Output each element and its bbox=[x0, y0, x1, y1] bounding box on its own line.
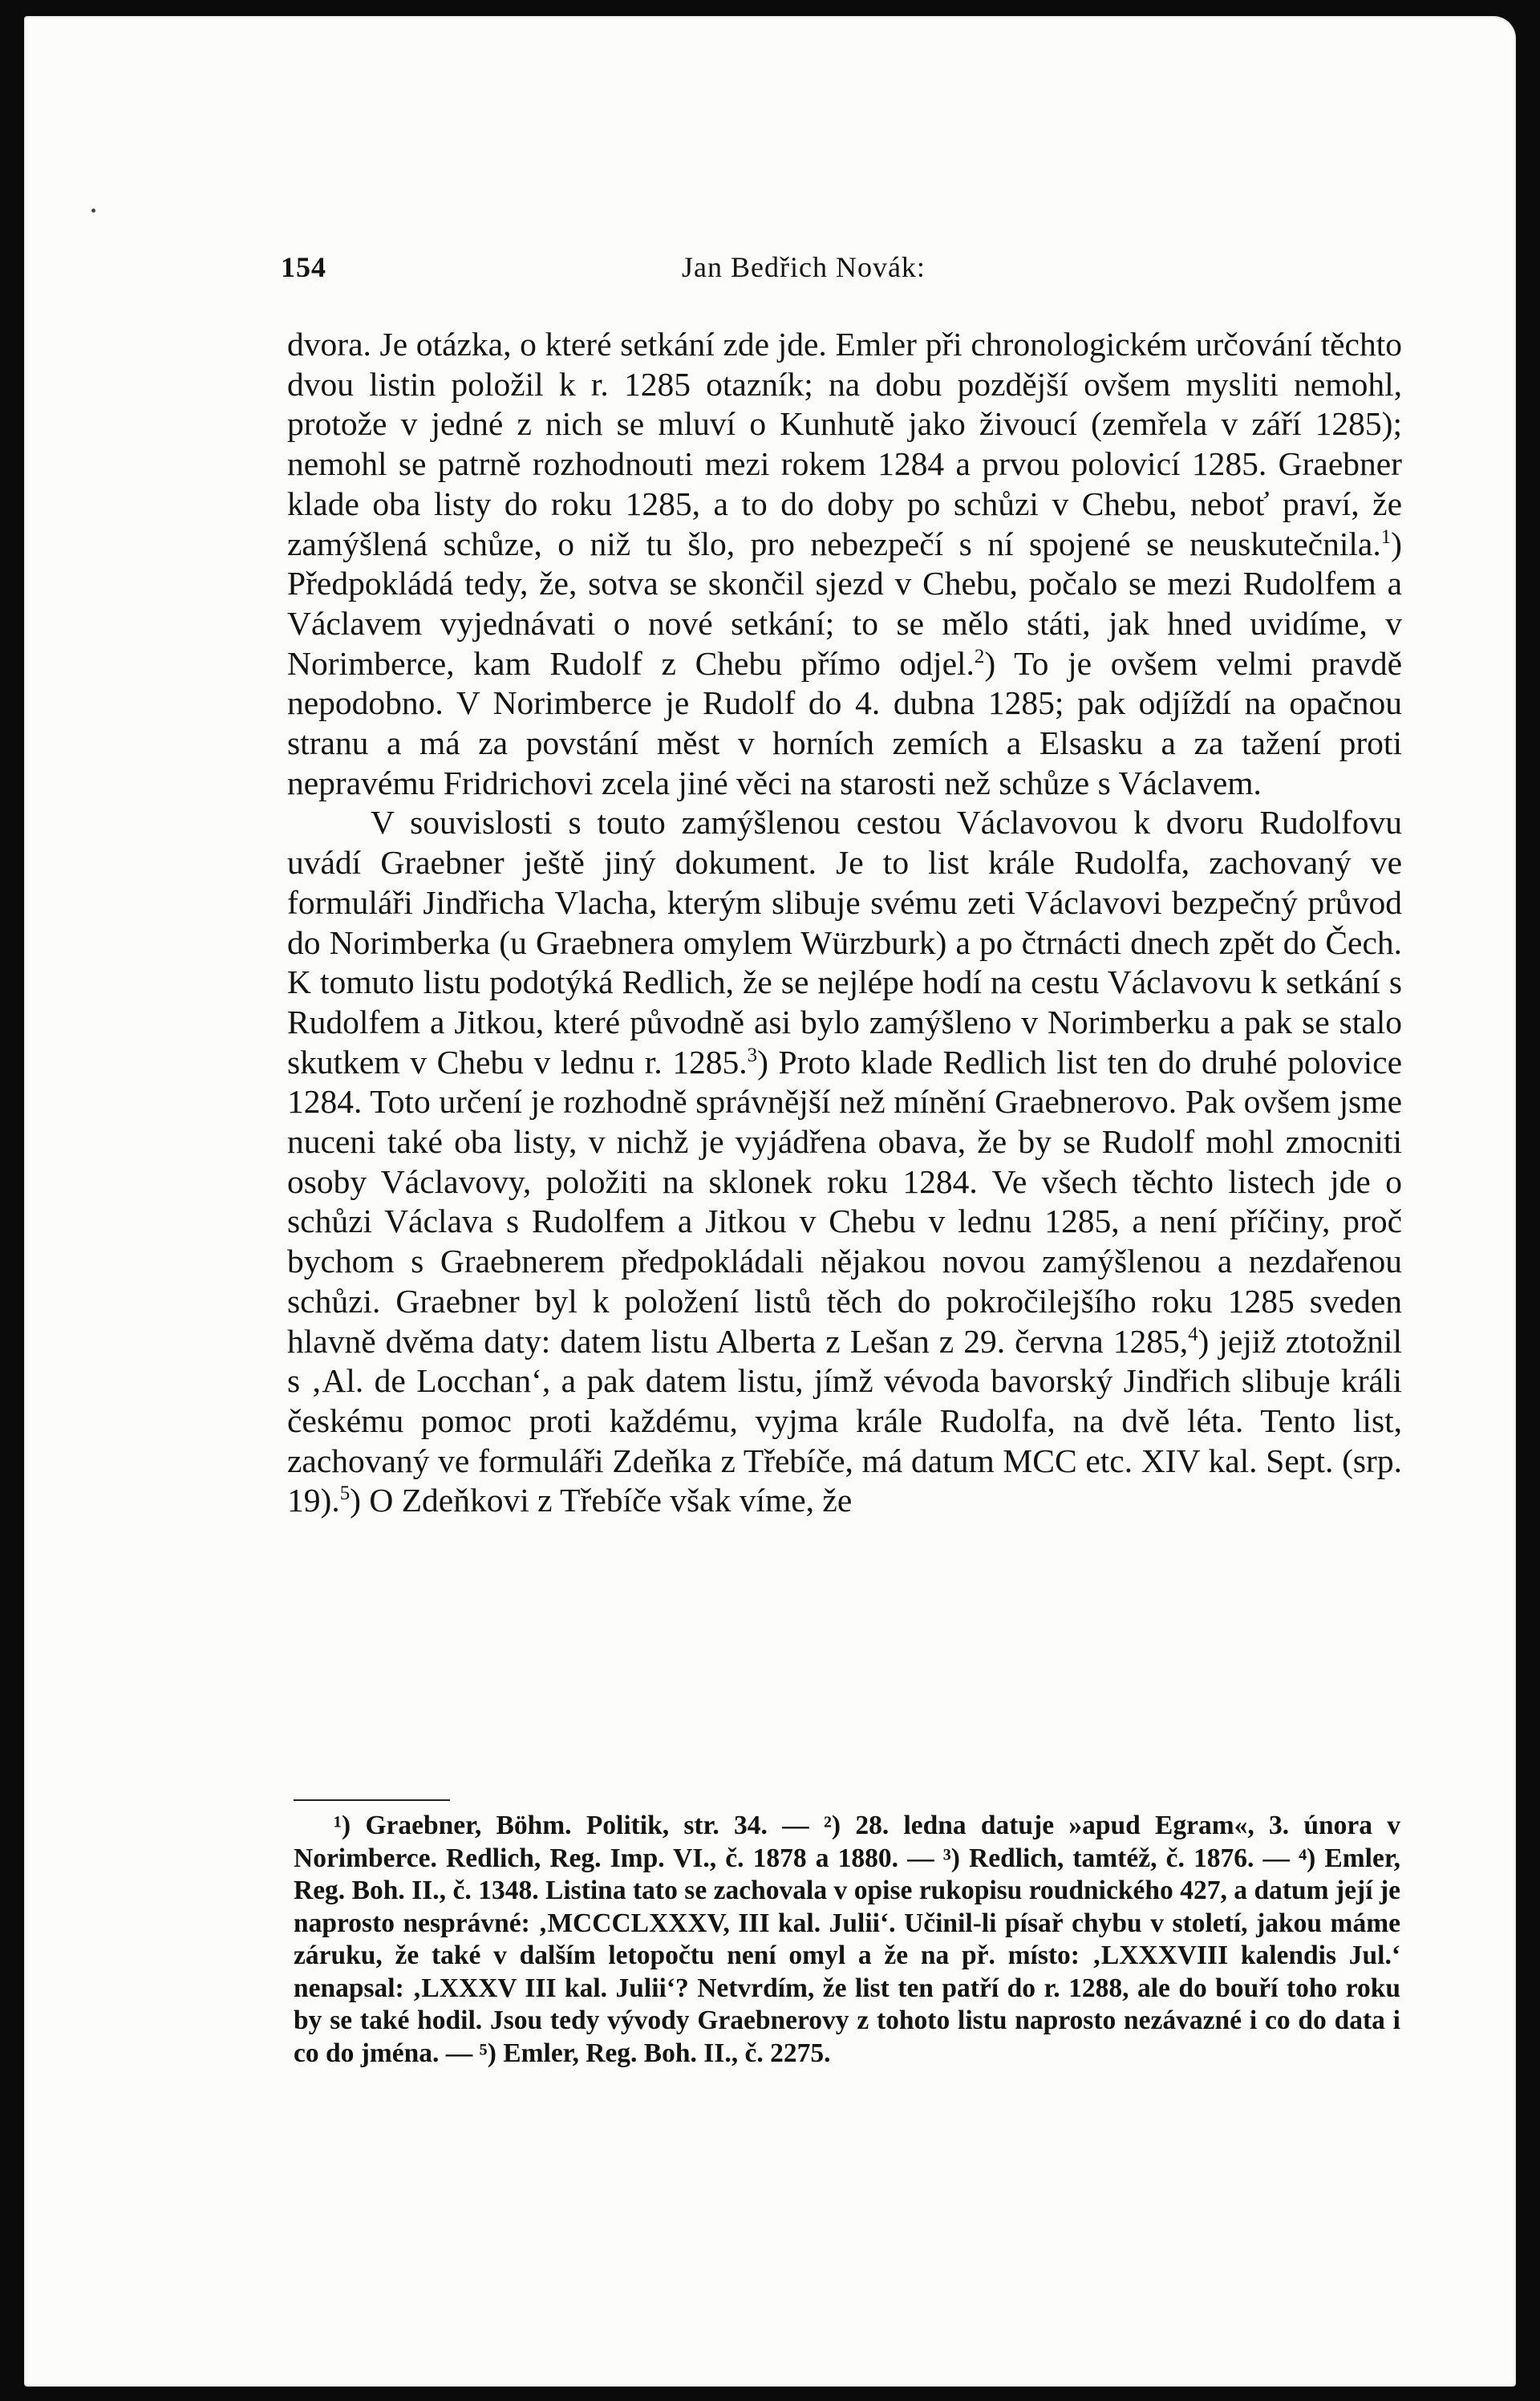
footnote-reference: 2 bbox=[974, 645, 985, 667]
main-text bbox=[287, 325, 1402, 1521]
running-header bbox=[265, 243, 1404, 291]
footnote-reference: 5 bbox=[339, 1482, 351, 1505]
ink-speck bbox=[91, 209, 95, 213]
document-page bbox=[24, 16, 1516, 2387]
footnote-reference: 3 bbox=[747, 1044, 758, 1066]
paragraph-text: ) O Zdeňkovi z Třebíče však víme, že bbox=[350, 1482, 853, 1519]
page-number: 154 bbox=[281, 251, 326, 283]
footnote-text: ¹) Graebner, Böhm. Politik, str. 34. — ²) 28. ledna datuje »apud Egram«, 3. února v Norimberce. Redlich, Reg. Imp. VI., č. 1878 a 1880. — ³) Redlich, tamtéž, č. 1876. — ⁴) Emler, Reg. Boh. II., č. 1348. Listina tato se zachovala v opise rukopisu roudnického 427, a datum její je naprosto nesprávné: ‚MCCCLXXXV, III kal. Julii‘. Učinil-li písař chybu v století, jakou máme záruku, že také v dalším letopočtu není omyl a že na př. místo: ‚LXXXVIII kalendis Jul.‘ nenapsal: ‚LXXXV III kal. Julii‘? Netvrdím, že list ten patří do r. 1288, ale do bouří toho roku by se také hodil. Jsou tedy vývody Graebnerovy z tohoto listu naprosto nezávazné i co do data i co do jména. — ⁵) Emler, Reg. Boh. II., č. 2275. bbox=[294, 1811, 1400, 2068]
body-paragraph bbox=[287, 325, 1402, 803]
running-title: Jan Bedřich Novák: bbox=[682, 251, 926, 283]
paragraph-text: dvora. Je otázka, o které setkání zde jde. Emler při chronologickém určování těchto dvou listin položil k r. 1285 otazník; na dobu pozdější ovšem mysliti nemohl, protože v jedné z nich se mluví o Kunhutě jako živoucí (zemřela v září 1285); nemohl se patrně rozhodnouti mezi rokem 1284 a prvou polovicí 1285. Graebner klade oba listy do roku 1285, a to do doby po schůzi v Chebu, neboť praví, že zamýšlená schůze, o niž tu šlo, pro nebezpečí s ní spojené se neuskutečnila. bbox=[287, 326, 1402, 562]
footnote-divider bbox=[294, 1799, 450, 1801]
paragraph-text: V souvislosti s touto zamýšlenou cestou Václavovou k dvoru Rudolfovu uvádí Graebner ještě jiný dokument. Je to list krále Rudolfa, zachovaný ve formuláři Jindřicha Vlacha, kterým slibuje svému zeti Václavovi bezpečný průvod do Norimberka (u Graebnera omylem Würzburk) a po čtrnácti dnech zpět do Čech. K tomuto listu podotýká Redlich, že se nejlépe hodí na cestu Václavovu k setkání s Rudolfem a Jitkou, které původně asi bylo zamýšleno v Norimberku a pak se stalo skutkem v Chebu v lednu r. 1285. bbox=[287, 804, 1402, 1081]
paragraph-text: ) jejiž ztotožnil s ‚Al. de Locchan‘, a pak datem listu, jímž vévoda bavorský Jindřich slibuje králi českému pomoc proti každému, vyjma krále Rudolfa, na dvě léta. Tento list, zachovaný ve formuláři Zdeňka z Třebíče, má datum MCC etc. XIV kal. Sept. (srp. 19). bbox=[287, 1322, 1402, 1519]
footnotes bbox=[294, 1810, 1400, 2070]
footnote-reference: 1 bbox=[1380, 525, 1392, 548]
paragraph-text: ) Předpokládá tedy, že, sotva se skončil sjezd v Chebu, počalo se mezi Rudolfem a Václavem vyjednávati o nové setkání; to se mělo státi, jak hned uvidíme, v Norimberce, kam Rudolf z Chebu přímo odjel. bbox=[287, 525, 1402, 682]
footnote-reference: 4 bbox=[1188, 1323, 1198, 1345]
paragraph-text: ) To je ovšem velmi pravdě nepodobno. V Norimberce je Rudolf do 4. dubna 1285; pak odjíždí na opačnou stranu a má za povstání měst v horních zemích a Elsasku a za tažení proti nepravému Fridrichovi zcela jiné věci na starosti než schůze s Václavem. bbox=[287, 644, 1402, 801]
paragraph-text: ) Proto klade Redlich list ten do druhé polovice 1284. Toto určení je rozhodně správnější než mínění Graebnerovo. Pak ovšem jsme nuceni také oba listy, v nichž je vyjádřena obava, že by se Rudolf mohl zmocniti osoby Václavovy, položiti na sklonek roku 1284. Ve všech těchto listech jde o schůzi Václava s Rudolfem a Jitkou v Chebu v lednu 1285, a není příčiny, proč bychom s Graebnerem předpokládali nějakou novou zamýšlenou a nezdařenou schůzi. Graebner byl k položení listů těch do pokročilejšího roku 1285 sveden hlavně dvěma daty: datem listu Alberta z Lešan z 29. června 1285, bbox=[287, 1043, 1402, 1360]
body-paragraph bbox=[287, 803, 1402, 1521]
